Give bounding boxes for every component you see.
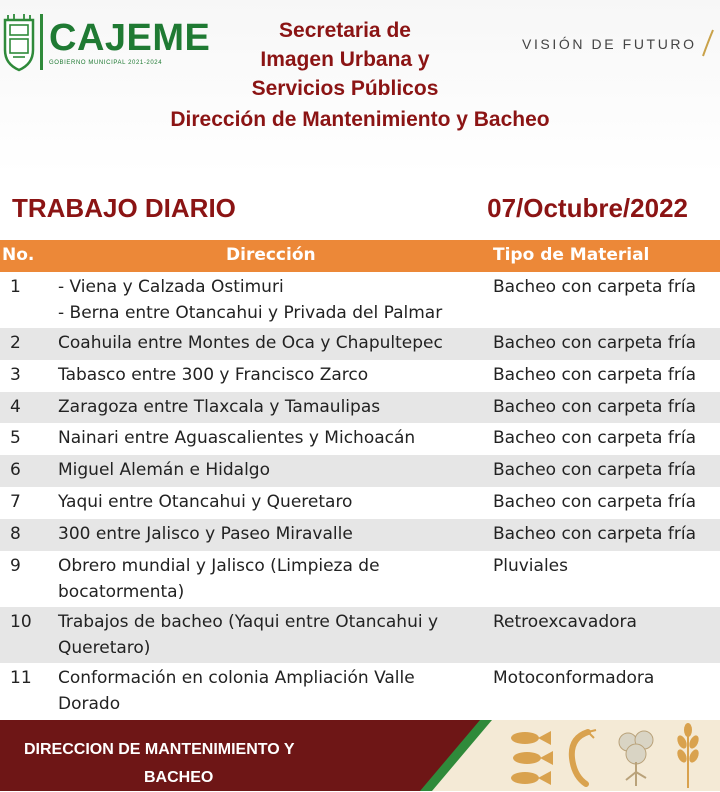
row-material: Bacheo con carpeta fría <box>493 492 696 512</box>
wheat-icon <box>668 722 708 790</box>
row-number: 2 <box>10 333 21 353</box>
row-direction <box>58 665 478 717</box>
org-line-2: Imagen Urbana y <box>260 48 430 71</box>
table-row <box>0 487 720 519</box>
report-date: 07/Octubre/2022 <box>487 193 688 223</box>
direction-line: Coahuila entre Montes de Oca y Chapultepec <box>58 333 443 353</box>
table-header <box>0 240 720 272</box>
direction-line: Conformación en colonia Ampliación Valle <box>58 668 415 688</box>
slogan-slash-mark <box>700 28 716 58</box>
table-row <box>0 272 720 328</box>
direction-line: - Viena y Calzada Ostimuri <box>58 277 284 297</box>
table-row <box>0 519 720 551</box>
direction-line: - Berna entre Otancahui y Privada del Palmar <box>58 303 443 323</box>
row-number: 9 <box>10 556 21 576</box>
footer-line-1: DIRECCION DE MANTENIMIENTO Y <box>24 741 295 758</box>
direction-line: Nainari entre Aguascalientes y Michoacán <box>58 428 416 448</box>
row-material: Retroexcavadora <box>493 612 637 632</box>
row-material: Bacheo con carpeta fría <box>493 460 696 480</box>
direction-line: Dorado <box>58 694 121 714</box>
table-row <box>0 455 720 487</box>
direction-line: Miguel Alemán e Hidalgo <box>58 460 271 480</box>
row-number: 1 <box>10 277 21 297</box>
row-material: Bacheo con carpeta fría <box>493 428 696 448</box>
logo-subtitle: GOBIERNO MUNICIPAL 2021-2024 <box>49 60 163 66</box>
row-direction <box>58 394 478 420</box>
shield-icon <box>2 12 36 72</box>
cotton-icon <box>610 728 664 788</box>
org-line-3: Servicios Públicos <box>251 77 439 100</box>
row-number: 6 <box>10 460 21 480</box>
table-row <box>0 328 720 360</box>
direction-line: Queretaro) <box>58 638 151 658</box>
header-no: No. <box>2 245 35 265</box>
row-direction <box>58 521 478 547</box>
row-direction <box>58 457 478 483</box>
direction-line: bocatormenta) <box>58 582 185 602</box>
direction-line: Trabajos de bacheo (Yaqui entre Otancahui y <box>58 612 439 632</box>
row-number: 10 <box>10 612 32 632</box>
table-row <box>0 392 720 423</box>
row-material: Pluviales <box>493 556 568 576</box>
slogan: VISIÓN DE FUTURO <box>522 36 697 52</box>
header-material: Tipo de Material <box>493 245 650 265</box>
row-number: 7 <box>10 492 21 512</box>
direction-line: Zaragoza entre Tlaxcala y Tamaulipas <box>58 397 381 417</box>
row-number: 5 <box>10 428 21 448</box>
header-direction: Dirección <box>226 245 316 265</box>
direction-line: Obrero mundial y Jalisco (Limpieza de <box>58 556 380 576</box>
footer-title <box>24 736 344 792</box>
footer-line-2: BACHEO <box>144 769 214 786</box>
table-row <box>0 607 720 663</box>
row-material: Motoconformadora <box>493 668 655 688</box>
row-direction <box>58 362 478 388</box>
row-number: 3 <box>10 365 21 385</box>
row-material: Bacheo con carpeta fría <box>493 333 696 353</box>
direction-line: Tabasco entre 300 y Francisco Zarco <box>58 365 369 385</box>
table-row <box>0 423 720 455</box>
org-line-1: Secretaria de <box>279 19 411 42</box>
row-material: Bacheo con carpeta fría <box>493 365 696 385</box>
row-material: Bacheo con carpeta fría <box>493 277 696 297</box>
row-material: Bacheo con carpeta fría <box>493 524 696 544</box>
header <box>0 0 720 175</box>
shrimp-icon <box>560 728 600 788</box>
daily-work-title: TRABAJO DIARIO <box>12 193 236 223</box>
direction-line: 300 entre Jalisco y Paseo Miravalle <box>58 524 353 544</box>
row-direction <box>58 330 478 356</box>
direction-line: Yaqui entre Otancahui y Queretaro <box>58 492 353 512</box>
table-row <box>0 360 720 392</box>
row-direction <box>58 489 478 515</box>
table-row <box>0 551 720 607</box>
row-direction <box>58 274 478 326</box>
row-material: Bacheo con carpeta fría <box>493 397 696 417</box>
row-number: 4 <box>10 397 21 417</box>
row-number: 11 <box>10 668 32 688</box>
row-direction <box>58 425 478 451</box>
row-direction <box>58 609 478 661</box>
logo-divider <box>40 14 43 70</box>
logo-name: CAJEME <box>49 17 211 59</box>
row-direction <box>58 553 478 605</box>
fish-icon <box>505 726 555 788</box>
logo <box>0 12 210 72</box>
row-number: 8 <box>10 524 21 544</box>
subdirection-title: Dirección de Mantenimiento y Bacheo <box>170 108 550 131</box>
table-row <box>0 663 720 720</box>
